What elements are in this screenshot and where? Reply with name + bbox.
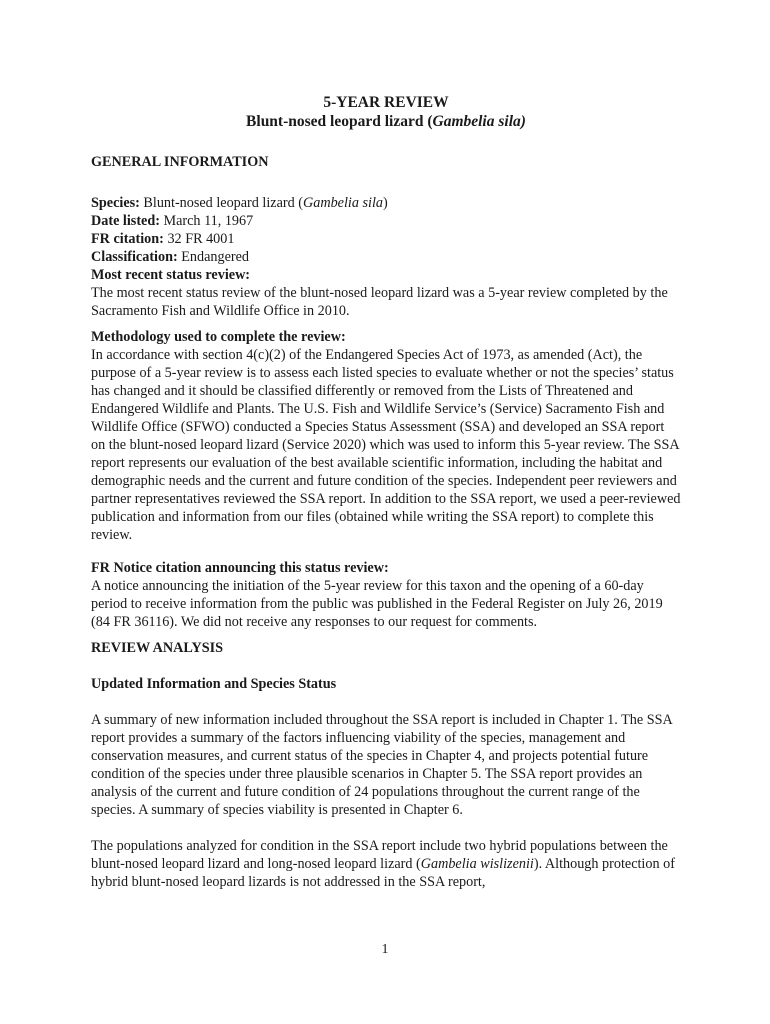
most-recent-review-label: Most recent status review:	[91, 267, 251, 283]
most-recent-review-text: The most recent status review of the blunt-nosed leopard lizard was a 5-year review completed by the Sacramento Fish and Wildlife Office in 2010.	[91, 285, 668, 319]
review-analysis-heading: REVIEW ANALYSIS	[91, 640, 224, 656]
date-listed-line	[91, 212, 681, 230]
updated-information-heading: Updated Information and Species Status	[91, 676, 337, 692]
summary-paragraph: A summary of new information included throughout the SSA report is included in Chapter 1. The SSA report provides a summary of the factors influencing viability of the species, management and conservation measures, and current status of the species in Chapter 4, and projects potential future condition of the species under three plausible scenarios in Chapter 5. The SSA report provides an analysis of the current and future condition of 24 populations throughout the current range of the species. A summary of species viability is presented in Chapter 6.	[91, 712, 672, 818]
general-information-heading: GENERAL INFORMATION	[91, 154, 269, 170]
species-line	[91, 194, 681, 212]
date-listed-value: March 11, 1967	[159, 213, 254, 229]
fr-citation-line	[91, 230, 681, 248]
date-listed-label: Date listed:	[91, 213, 160, 229]
document-subtitle	[91, 112, 681, 131]
species-end: )	[382, 195, 388, 211]
species-scientific-name: Gambelia sila	[302, 195, 383, 211]
populations-text-start: The populations analyzed for condition in the SSA report include two hybrid populations between the blunt-nosed leopard lizard and long-nosed leopard lizard (	[91, 838, 668, 872]
fr-citation-label: FR citation:	[91, 231, 164, 247]
subtitle-common-name: Blunt-nosed leopard lizard (	[246, 113, 433, 130]
populations-text-end: ). Although protection of hybrid blunt-nosed leopard lizards is not addressed in the SSA report,	[91, 856, 675, 890]
populations-scientific-name: Gambelia wislizenii	[420, 856, 534, 872]
page-number: 1	[381, 942, 389, 957]
populations-paragraph	[91, 837, 681, 891]
classification-line	[91, 248, 681, 266]
classification-value: Endangered	[177, 249, 250, 265]
fr-citation-value: 32 FR 4001	[163, 231, 235, 247]
species-label: Species:	[91, 195, 140, 211]
subtitle-scientific-name: Gambelia sila)	[432, 113, 526, 130]
fr-notice-text: A notice announcing the initiation of the 5-year review for this taxon and the opening of a 60-day period to receive information from the public was published in the Federal Register on July 26, 2019 (84 FR 36116). We did not receive any responses to our request for comments.	[91, 578, 663, 630]
fr-notice-heading: FR Notice citation announcing this status review:	[91, 560, 389, 576]
classification-label: Classification:	[91, 249, 178, 265]
document-title: 5-YEAR REVIEW	[323, 94, 449, 111]
document-body	[91, 93, 681, 891]
methodology-heading: Methodology used to complete the review:	[91, 329, 346, 345]
methodology-text: In accordance with section 4(c)(2) of the Endangered Species Act of 1973, as amended (Act), the purpose of a 5-year review is to assess each listed species to evaluate whether or not the species’ status has changed and it should be classified differently or removed from the Lists of Threatened and Endangered Wildlife and Plants. The U.S. Fish and Wildlife Service’s (Service) Sacramento Fish and Wildlife Office (SFWO) conducted a Species Status Assessment (SSA) and developed an SSA report on the blunt-nosed leopard lizard (Service 2020) which was used to inform this 5-year review. The SSA report represents our evaluation of the best available scientific information, including the habitat and demographic needs and the current and future condition of the species. Independent peer reviewers and partner representatives reviewed the SSA report. In addition to the SSA report, we used a peer-reviewed publication and information from our files (obtained while writing the SSA report) to complete this review.	[91, 347, 681, 543]
species-value: Blunt-nosed leopard lizard (	[139, 195, 303, 211]
